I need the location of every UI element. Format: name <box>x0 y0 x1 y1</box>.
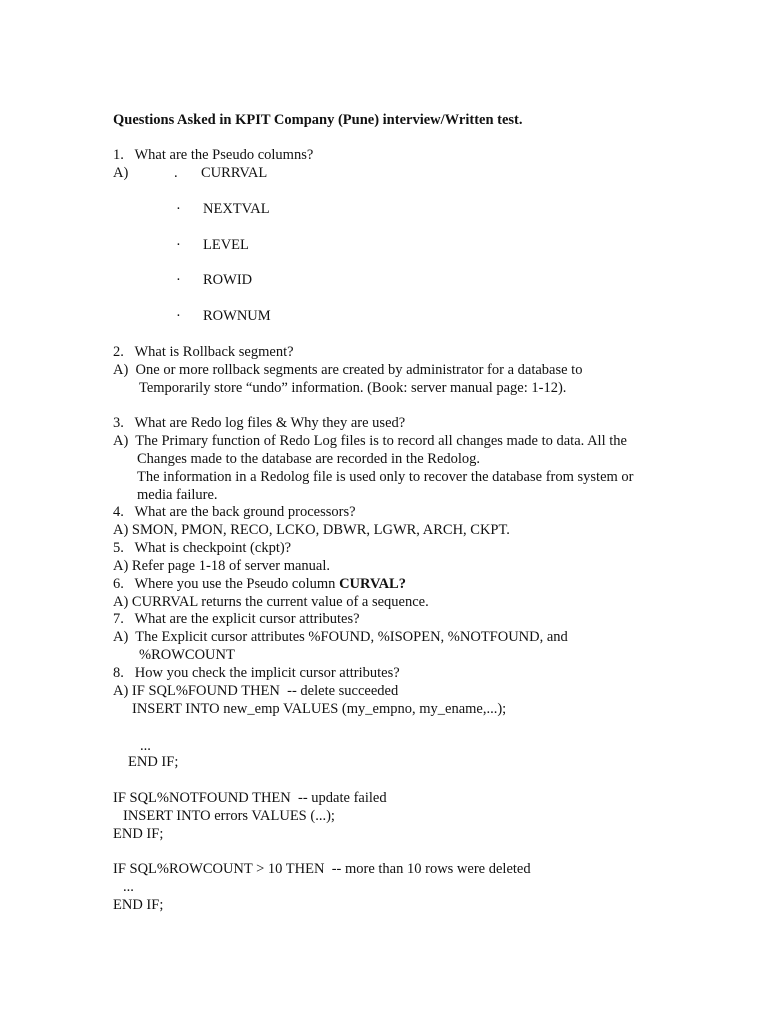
bullet-mark: · <box>176 201 181 217</box>
answer-1-prefix: A) <box>113 165 129 181</box>
code-line: END IF; <box>113 826 164 842</box>
answer-4: A) SMON, PMON, RECO, LCKO, DBWR, LGWR, ARCH, CKPT. <box>113 522 510 538</box>
question-8: 8. How you check the implicit cursor attributes? <box>113 665 400 681</box>
answer-2-line: Temporarily store “undo” information. (Book: server manual page: 1-12). <box>139 380 567 396</box>
code-line: ... <box>140 738 151 754</box>
answer-3-line: media failure. <box>137 487 218 503</box>
answer-3-line: The information in a Redolog file is used only to recover the database from system or <box>137 469 634 485</box>
bullet-mark: · <box>176 308 181 324</box>
answer-5: A) Refer page 1-18 of server manual. <box>113 558 331 574</box>
pseudo-column-item: LEVEL <box>203 237 249 253</box>
answer-7-line: A) The Explicit cursor attributes %FOUND, %ISOPEN, %NOTFOUND, and <box>113 629 568 645</box>
code-line: INSERT INTO errors VALUES (...); <box>123 808 335 824</box>
code-line: END IF; <box>128 754 179 770</box>
question-2: 2. What is Rollback segment? <box>113 344 294 360</box>
pseudo-column-item: NEXTVAL <box>203 201 270 217</box>
bullet-mark: · <box>176 237 181 253</box>
code-line: ... <box>123 879 134 895</box>
answer-3-line: A) The Primary function of Redo Log files is to record all changes made to data. All the <box>113 433 627 449</box>
pseudo-column-item: ROWID <box>203 272 253 288</box>
code-line: A) IF SQL%FOUND THEN -- delete succeeded <box>113 683 399 699</box>
question-6-text: 6. Where you use the Pseudo column <box>113 576 340 592</box>
page-title: Questions Asked in KPIT Company (Pune) interview/Written test. <box>113 112 523 128</box>
question-6-keyword: CURVAL? <box>339 576 406 592</box>
bullet-mark: . <box>174 165 178 181</box>
answer-7-line: %ROWCOUNT <box>139 647 235 663</box>
question-4: 4. What are the back ground processors? <box>113 504 356 520</box>
question-6 <box>113 575 406 593</box>
question-5: 5. What is checkpoint (ckpt)? <box>113 540 292 556</box>
code-line: END IF; <box>113 897 164 913</box>
pseudo-column-item: ROWNUM <box>203 308 271 324</box>
question-7: 7. What are the explicit cursor attributes? <box>113 611 360 627</box>
answer-3-line: Changes made to the database are recorded in the Redolog. <box>137 451 481 467</box>
answer-6: A) CURRVAL returns the current value of a sequence. <box>113 594 429 610</box>
question-3: 3. What are Redo log files & Why they are used? <box>113 415 406 431</box>
code-line: IF SQL%ROWCOUNT > 10 THEN -- more than 10 rows were deleted <box>113 861 531 877</box>
code-line: IF SQL%NOTFOUND THEN -- update failed <box>113 790 387 806</box>
code-line: INSERT INTO new_emp VALUES (my_empno, my_ename,...); <box>132 701 507 717</box>
pseudo-column-item: CURRVAL <box>201 165 268 181</box>
answer-2-line: A) One or more rollback segments are created by administrator for a database to <box>113 362 583 378</box>
question-1: 1. What are the Pseudo columns? <box>113 147 314 163</box>
bullet-mark: · <box>176 272 181 288</box>
